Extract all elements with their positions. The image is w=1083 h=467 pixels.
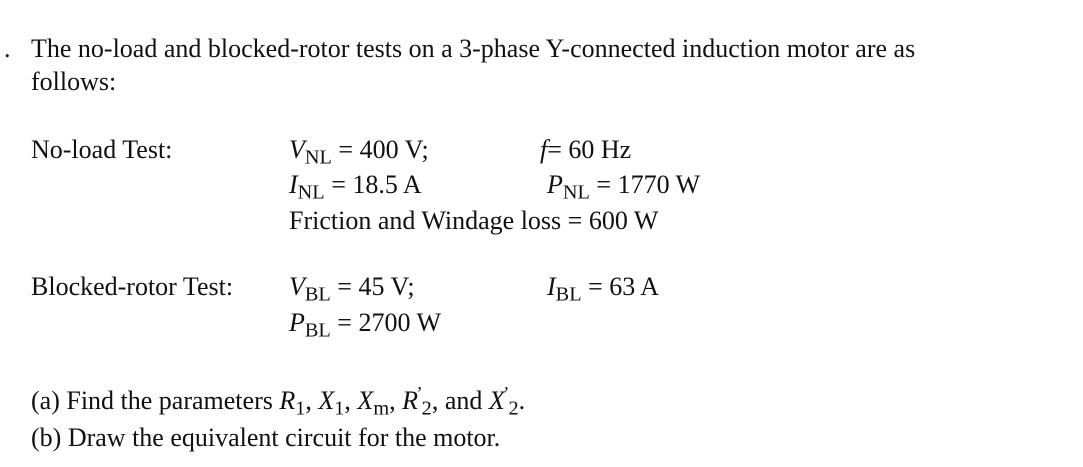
voltage-symbol: V — [289, 135, 305, 164]
r1-symbol: R — [279, 386, 296, 415]
voltage-symbol: V — [289, 272, 305, 301]
current-value: = 63 A — [581, 272, 660, 301]
current-subscript: NL — [297, 181, 325, 204]
power-symbol: P — [289, 308, 305, 337]
x2-symbol: X — [488, 386, 505, 415]
friction-windage-loss: Friction and Windage loss = 600 W — [289, 206, 659, 235]
frequency-value: = 60 Hz — [547, 135, 632, 164]
separator: , and — [431, 386, 489, 415]
current-value: = 18.5 A — [324, 170, 422, 199]
r2-subscript: 2 — [421, 397, 432, 420]
r1-subscript: 1 — [295, 397, 306, 420]
question-a — [31, 383, 526, 420]
question-a-end: . — [518, 386, 526, 415]
power-value: = 1770 W — [589, 170, 701, 199]
blocked-rotor-test-label: Blocked-rotor Test: — [31, 272, 234, 301]
x2-prime: ’ — [503, 383, 510, 403]
power-subscript: BL — [304, 319, 331, 342]
no-load-frequency — [540, 135, 631, 165]
no-load-test-label: No-load Test: — [31, 135, 173, 164]
blocked-rotor-power — [289, 308, 442, 342]
power-value: = 2700 W — [330, 308, 442, 337]
current-symbol: I — [289, 170, 298, 199]
xm-symbol: X — [357, 386, 374, 415]
r2-symbol: R — [402, 386, 418, 415]
xm-subscript: m — [373, 397, 390, 420]
separator: , — [389, 386, 403, 415]
item-marker: . — [4, 34, 11, 63]
voltage-value: = 400 V; — [331, 135, 429, 164]
voltage-value: = 45 V; — [330, 272, 415, 301]
x1-symbol: X — [318, 386, 335, 415]
question-b: (b) Draw the equivalent circuit for the motor. — [31, 423, 501, 452]
voltage-subscript: NL — [304, 146, 332, 169]
frequency-symbol: f — [540, 135, 548, 164]
blocked-rotor-current — [547, 272, 660, 306]
no-load-current — [289, 170, 422, 204]
current-symbol: I — [547, 272, 556, 301]
x1-subscript: 1 — [334, 397, 345, 420]
blocked-rotor-voltage — [289, 272, 415, 306]
r2-prime: ’ — [416, 383, 423, 403]
separator: , — [344, 386, 358, 415]
no-load-voltage — [289, 135, 429, 169]
power-subscript: NL — [562, 181, 590, 204]
intro-line-2: follows: — [31, 67, 117, 96]
current-subscript: BL — [555, 283, 582, 306]
x2-subscript: 2 — [508, 397, 519, 420]
no-load-power — [547, 170, 701, 204]
question-a-prefix: (a) Find the parameters — [31, 386, 280, 415]
intro-line-1: The no-load and blocked-rotor tests on a 3-phase Y-connected induction motor are as — [31, 34, 916, 63]
power-symbol: P — [547, 170, 563, 199]
separator: , — [305, 386, 319, 415]
voltage-subscript: BL — [304, 283, 331, 306]
